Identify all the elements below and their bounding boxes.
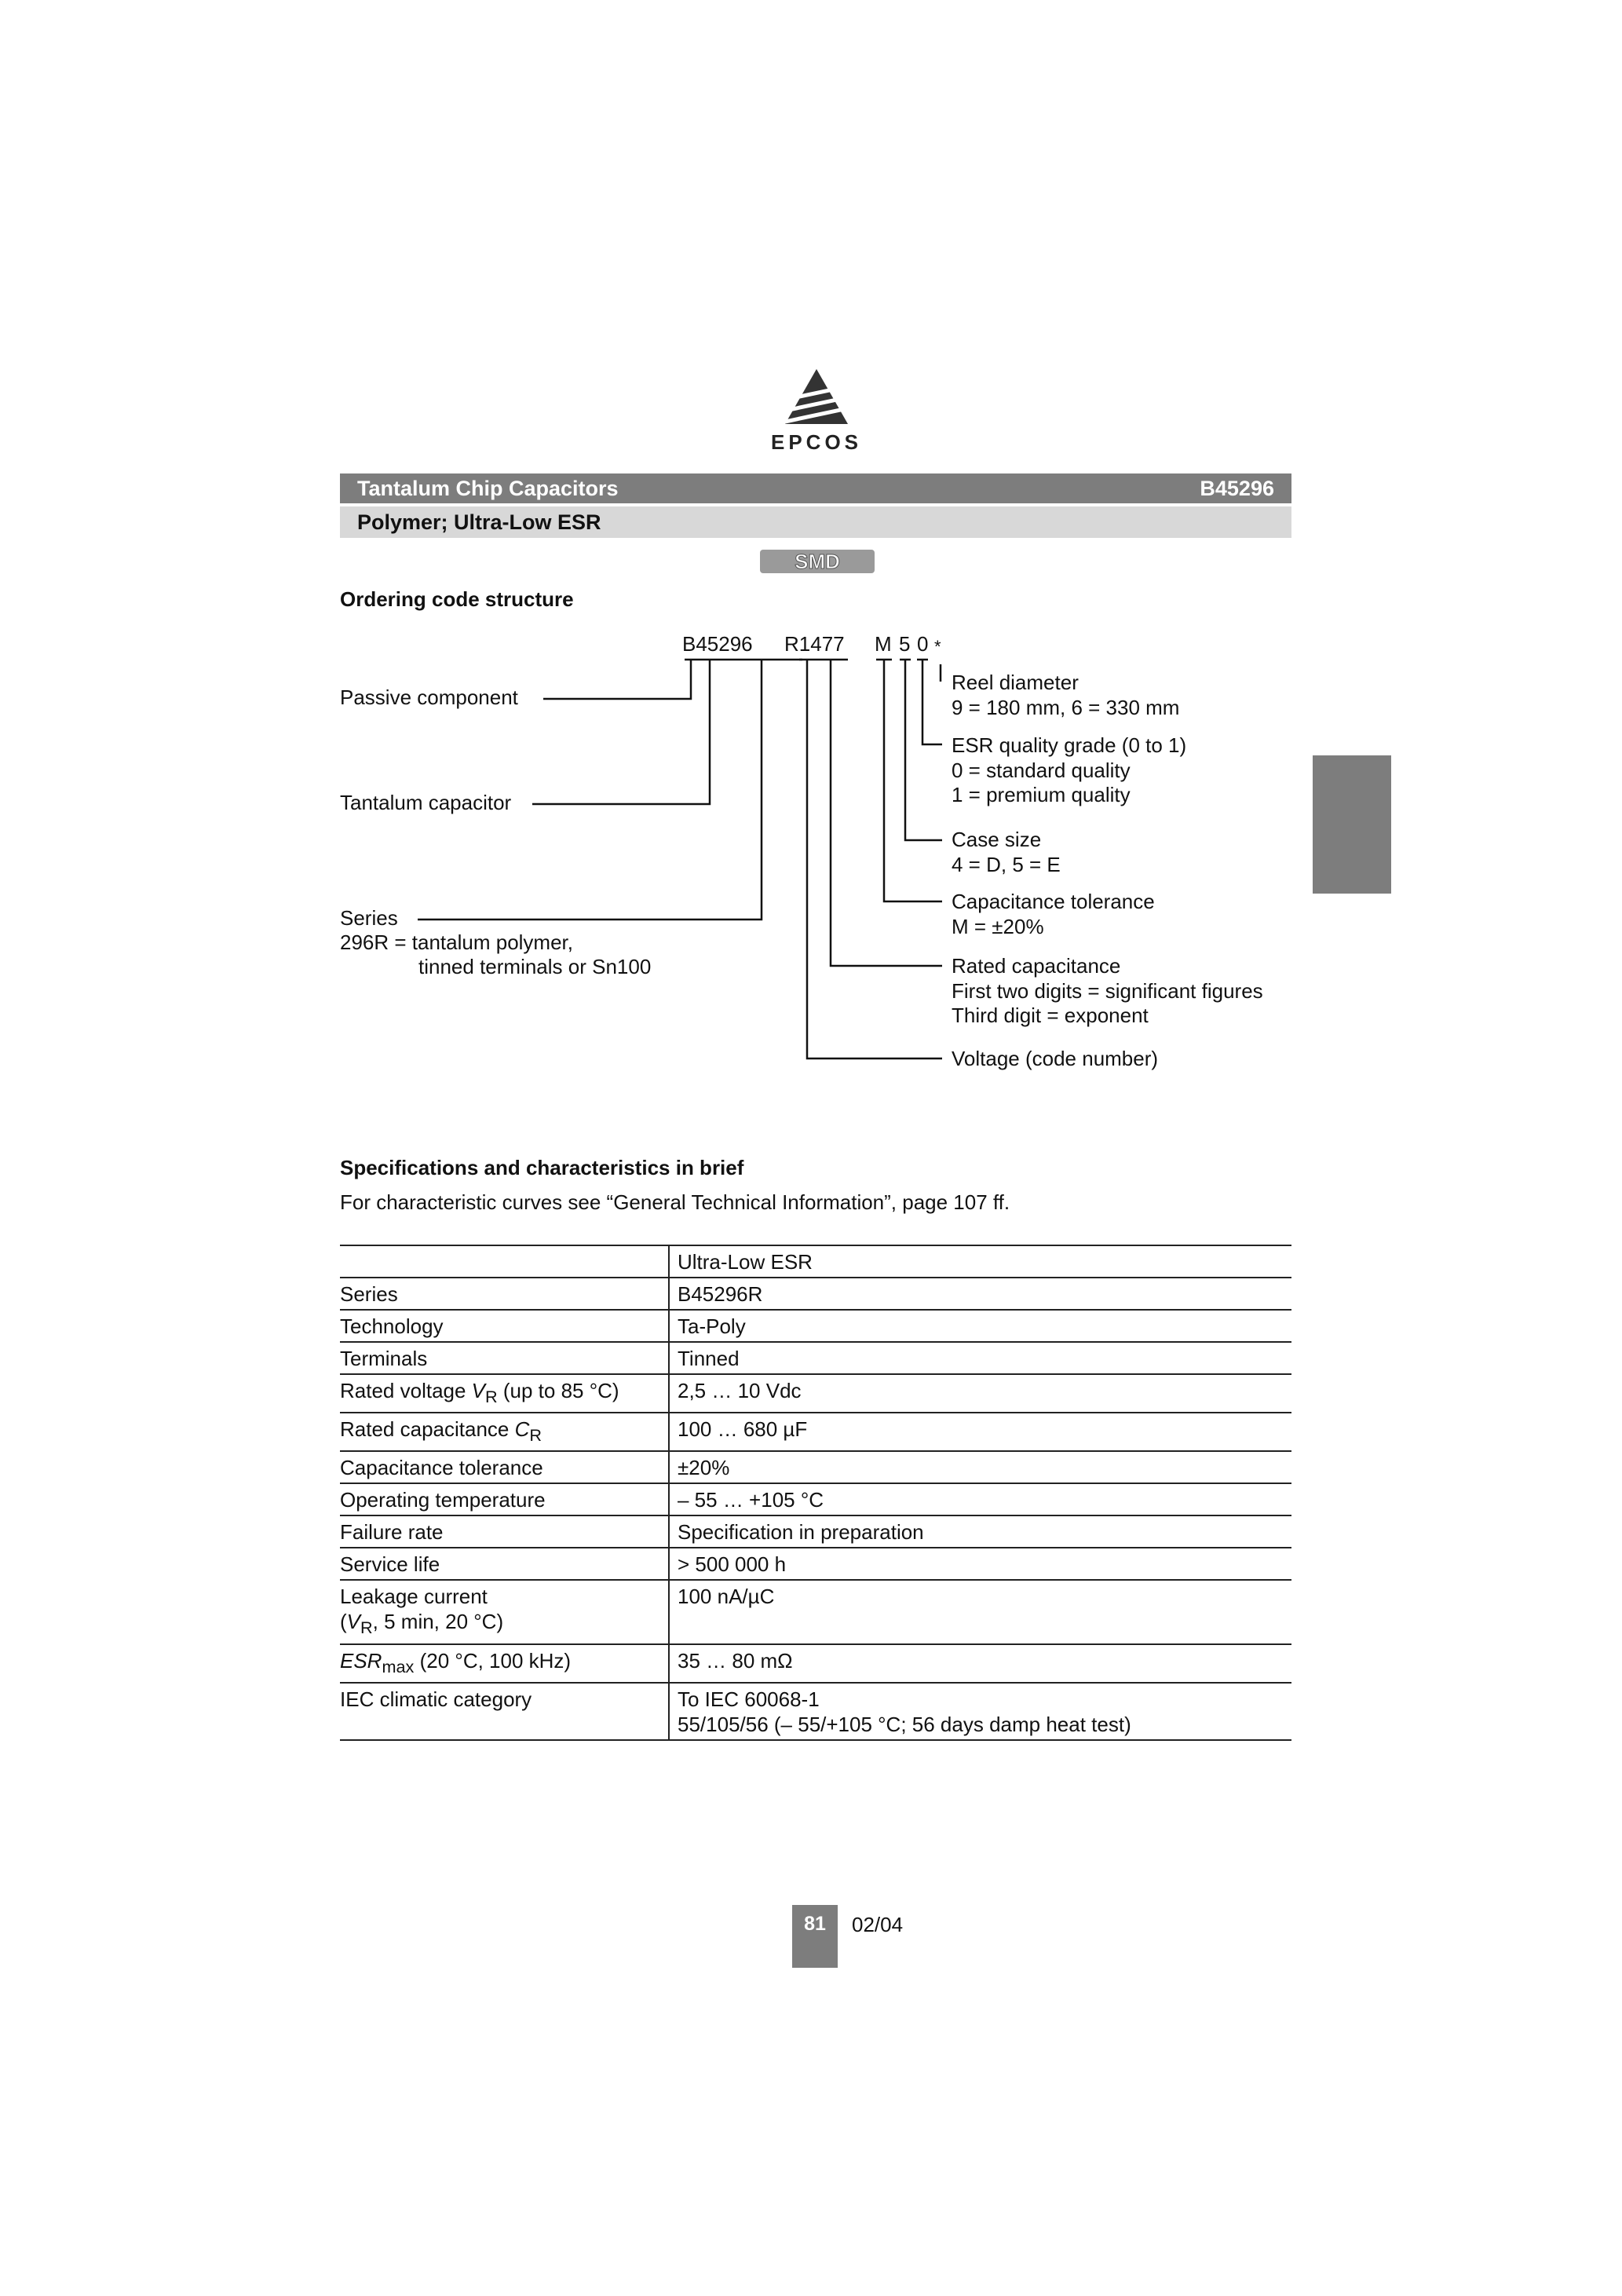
label-esr-premium: 1 = premium quality (952, 783, 1131, 806)
row-value: ±20% (669, 1451, 1291, 1483)
table-row (340, 1451, 1291, 1483)
row-label: Leakage current ($V_R$, 5 min, 20 °C) (340, 1580, 669, 1643)
specs-heading: Specifications and characteristics in brief (340, 1156, 744, 1179)
row-value: Ta-Poly (669, 1310, 1291, 1342)
row-value: Specification in preparation (669, 1515, 1291, 1548)
page-number: 81 (792, 1905, 838, 1968)
product-code: B45296 (1200, 477, 1274, 500)
row-label: Failure rate (340, 1515, 669, 1548)
label-reel-diameter: Reel diameter (952, 671, 1079, 694)
row-label: Rated capacitance $C_R$ (340, 1413, 669, 1451)
label-tolerance-value: M = ±20% (952, 915, 1044, 938)
label-series-desc-2: tinned terminals or Sn100 (418, 955, 652, 978)
label-rated-capacitance: Rated capacitance (952, 954, 1121, 978)
row-value: To IEC 60068-1 55/105/56 (– 55/+105 °C; 56 days damp heat test) (669, 1683, 1291, 1740)
specs-table (340, 1245, 1291, 1741)
label-esr-grade: ESR quality grade (0 to 1) (952, 733, 1187, 757)
page-date: 02/04 (852, 1913, 904, 1936)
epcos-triangle-icon (754, 361, 879, 432)
label-cap-exponent: Third digit = exponent (952, 1004, 1149, 1027)
code-part-esr: 0 (917, 632, 929, 656)
ordering-heading: Ordering code structure (340, 587, 574, 611)
table-row (340, 1515, 1291, 1548)
row-label: Series (340, 1278, 669, 1310)
label-series: Series (340, 906, 398, 930)
column-header: Ultra-Low ESR (669, 1245, 1291, 1278)
label-case-values: 4 = D, 5 = E (952, 853, 1061, 876)
label-voltage: Voltage (code number) (952, 1047, 1159, 1070)
table-row (340, 1483, 1291, 1515)
smd-badge (758, 548, 876, 575)
row-label: IEC climatic category (340, 1683, 669, 1740)
label-tantalum-capacitor: Tantalum capacitor (340, 791, 512, 814)
code-part-base: B45296 (682, 632, 753, 656)
label-cap-tolerance: Capacitance tolerance (952, 890, 1155, 913)
table-row (340, 1413, 1291, 1451)
row-label: Terminals (340, 1342, 669, 1374)
table-row (340, 1580, 1291, 1643)
page-subtitle: Polymer; Ultra-Low ESR (357, 510, 601, 534)
section-tab (1313, 755, 1391, 894)
logo-text: EPCOS (770, 430, 863, 454)
row-label: Operating temperature (340, 1483, 669, 1515)
table-row (340, 1342, 1291, 1374)
row-value: 35 … 80 mΩ (669, 1644, 1291, 1683)
title-band (340, 473, 1291, 503)
label-reel-values: 9 = 180 mm, 6 = 330 mm (952, 696, 1180, 719)
table-row (340, 1548, 1291, 1580)
table-row (340, 1278, 1291, 1310)
page-title: Tantalum Chip Capacitors (357, 477, 619, 500)
label-passive-component: Passive component (340, 686, 518, 709)
code-part-tolerance: M (875, 632, 892, 656)
row-label: Technology (340, 1310, 669, 1342)
table-row (340, 1374, 1291, 1413)
label-case-size: Case size (952, 828, 1042, 851)
label-cap-digits: First two digits = significant figures (952, 979, 1263, 1003)
row-value: > 500 000 h (669, 1548, 1291, 1580)
smd-label: SMD (795, 550, 840, 573)
label-series-desc: 296R = tantalum polymer, (340, 930, 573, 954)
table-header-row (340, 1245, 1291, 1278)
row-label: Capacitance tolerance (340, 1451, 669, 1483)
row-label: Service life (340, 1548, 669, 1580)
row-value: Tinned (669, 1342, 1291, 1374)
code-part-reel: * (934, 637, 941, 656)
row-value: 100 nA/µC (669, 1580, 1291, 1643)
row-label: Rated voltage $V_R$ (up to 85 °C) (340, 1374, 669, 1413)
row-value: 100 … 680 µF (669, 1413, 1291, 1451)
row-value: B45296R (669, 1278, 1291, 1310)
code-part-case: 5 (899, 632, 911, 656)
row-label: $ESR_{max}$ (20 °C, 100 kHz) (340, 1644, 669, 1683)
table-row (340, 1644, 1291, 1683)
table-row (340, 1683, 1291, 1740)
row-value: – 55 … +105 °C (669, 1483, 1291, 1515)
label-esr-standard: 0 = standard quality (952, 759, 1131, 782)
specs-intro: For characteristic curves see “General Technical Information”, page 107 ff. (340, 1190, 1010, 1214)
row-value: 2,5 … 10 Vdc (669, 1374, 1291, 1413)
code-part-series: R1477 (784, 632, 845, 656)
table-row (340, 1310, 1291, 1342)
subtitle-band (340, 506, 1291, 538)
